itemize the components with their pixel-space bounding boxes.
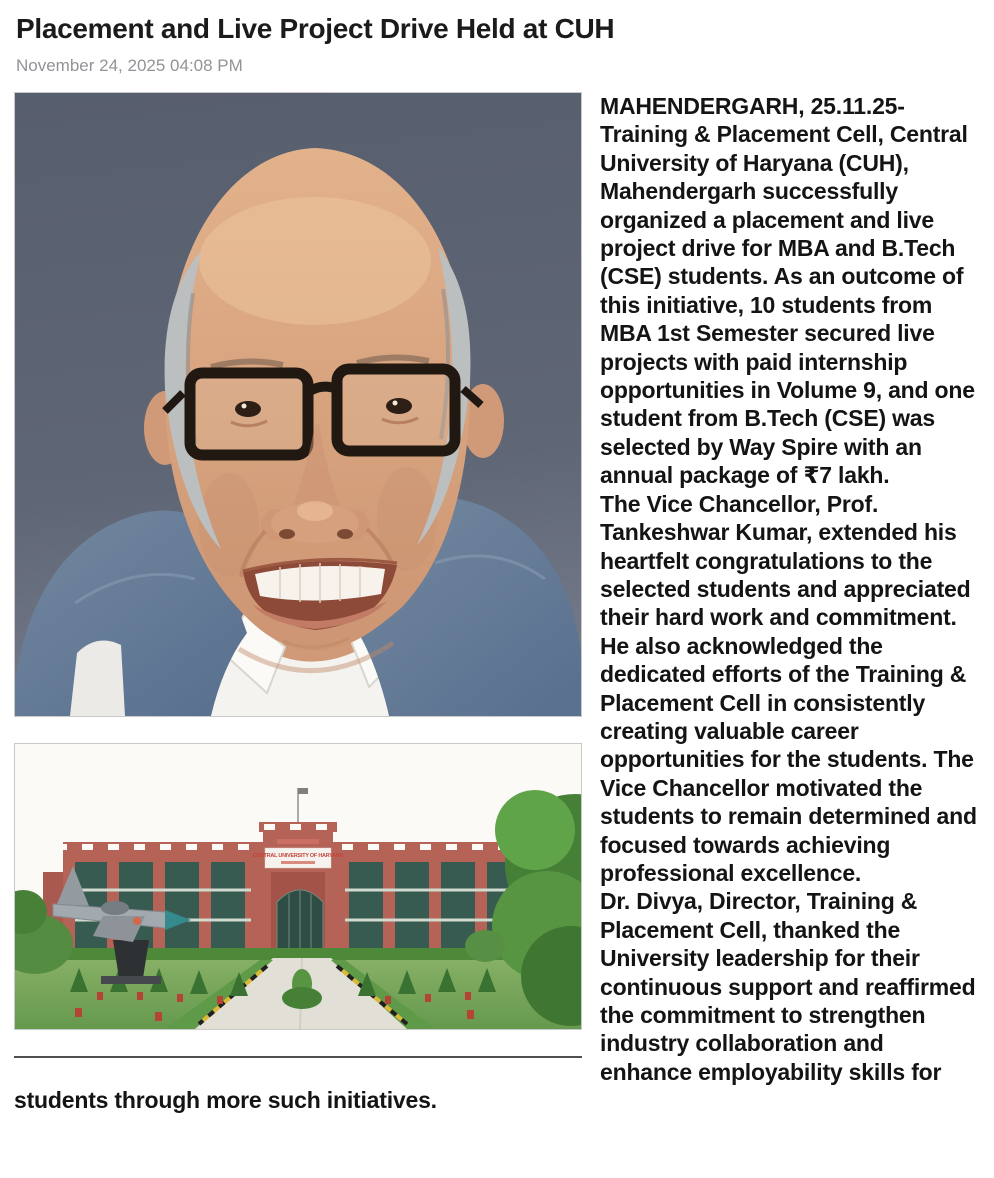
campus-photo	[14, 743, 582, 1030]
article-body	[14, 92, 978, 1115]
article-paragraph-3: Dr. Divya, Director, Training & Placement Cell, thanked the University leadership for their continuous support and reaffirmed the commitment to strengthen industry collaboration and enhance employability skills for students through more such initiatives.	[14, 888, 976, 1114]
content-divider	[14, 1056, 582, 1058]
campus-sign-text: CENTRAL UNIVERSITY OF HARYANA	[252, 853, 344, 859]
article-paragraph-1: MAHENDERGARH, 25.11.25- Training & Placement Cell, Central University of Haryana (CUH), Mahendergarh successfully organized a placement and live project drive for MBA and B.Tech (CSE) students. As an outcome of this initiative, 10 students from MBA 1st Semester secured live projects with paid internship opportunities in Volume 9, and one student from B.Tech (CSE) was selected by Way Spire with an annual package of ₹7 lakh.	[600, 93, 975, 489]
article-paragraph-2: The Vice Chancellor, Prof. Tankeshwar Kumar, extended his heartfelt congratulations to the selected students and appreciated their hard work and commitment. He also acknowledged the dedicated efforts of the Training & Placement Cell in consistently creating valuable career opportunities for the students. The Vice Chancellor motivated the students to remain determined and focused towards achieving professional excellence.	[600, 490, 977, 886]
page-title: Placement and Live Project Drive Held at CUH	[16, 13, 615, 44]
portrait-photo	[14, 92, 582, 717]
campus-photo-block	[14, 743, 582, 1082]
article-timestamp: November 24, 2025 04:08 PM	[16, 56, 243, 75]
campus-illustration	[15, 744, 581, 1029]
portrait-illustration	[15, 93, 581, 716]
